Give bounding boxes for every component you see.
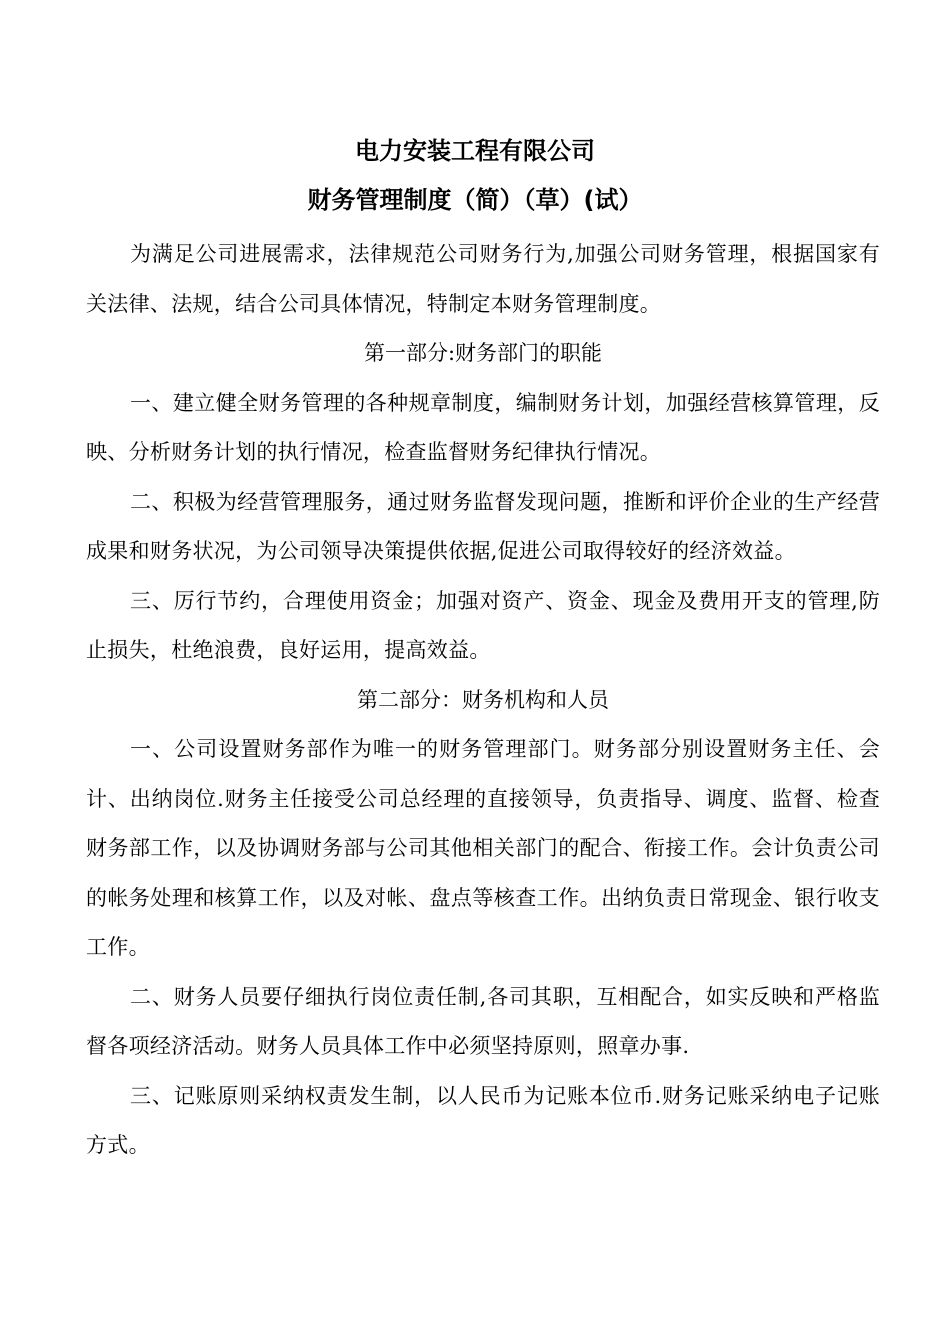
- part-2-item-1-paragraph: 一、公司设置财务部作为唯一的财务管理部门。财务部分别设置财务主任、会计、出纳岗位.财务主任接受公司总经理的直接领导，负责指导、调度、监督、检查财务部工作，以及协调财务部与公司其他相关部门的配合、衔接工作。会计负责公司的帐务处理和核算工作，以及对帐、盘点等核查工作。出纳负责日常现金、银行收支工作。: [86, 737, 880, 959]
- document-subtitle: 财务管理制度（简）（草）(试）: [307, 186, 643, 214]
- part-2-item-2-paragraph: 二、财务人员要仔细执行岗位责任制,各司其职，互相配合，如实反映和严格监督各项经济活动。财务人员具体工作中必须坚持原则，照章办事.: [86, 984, 880, 1058]
- document-title: 电力安装工程有限公司: [355, 137, 595, 165]
- part-1-item-1-paragraph: 一、建立健全财务管理的各种规章制度，编制财务计划，加强经营核算管理，反映、分析财务计划的执行情况，检查监督财务纪律执行情况。: [86, 390, 880, 464]
- part-2-item-3-paragraph: 三、记账原则采纳权责发生制，以人民币为记账本位币.财务记账采纳电子记账方式。: [86, 1083, 880, 1157]
- section-heading-part-1: 第一部分:财务部门的职能: [363, 341, 603, 365]
- part-1-item-3-paragraph: 三、厉行节约，合理使用资金；加强对资产、资金、现金及费用开支的管理,防止损失，杜绝浪费，良好运用，提高效益。: [86, 588, 880, 662]
- part-1-item-2-paragraph: 二、积极为经营管理服务，通过财务监督发现问题，推断和评价企业的生产经营成果和财务状况，为公司领导决策提供依据,促进公司取得较好的经济效益。: [86, 489, 880, 563]
- document-body: [86, 230, 880, 1171]
- intro-paragraph: 为满足公司进展需求，法律规范公司财务行为,加强公司财务管理，根据国家有关法律、法规，结合公司具体情况，特制定本财务管理制度。: [86, 242, 880, 316]
- section-heading-part-2: 第二部分：财务机构和人员: [357, 687, 609, 712]
